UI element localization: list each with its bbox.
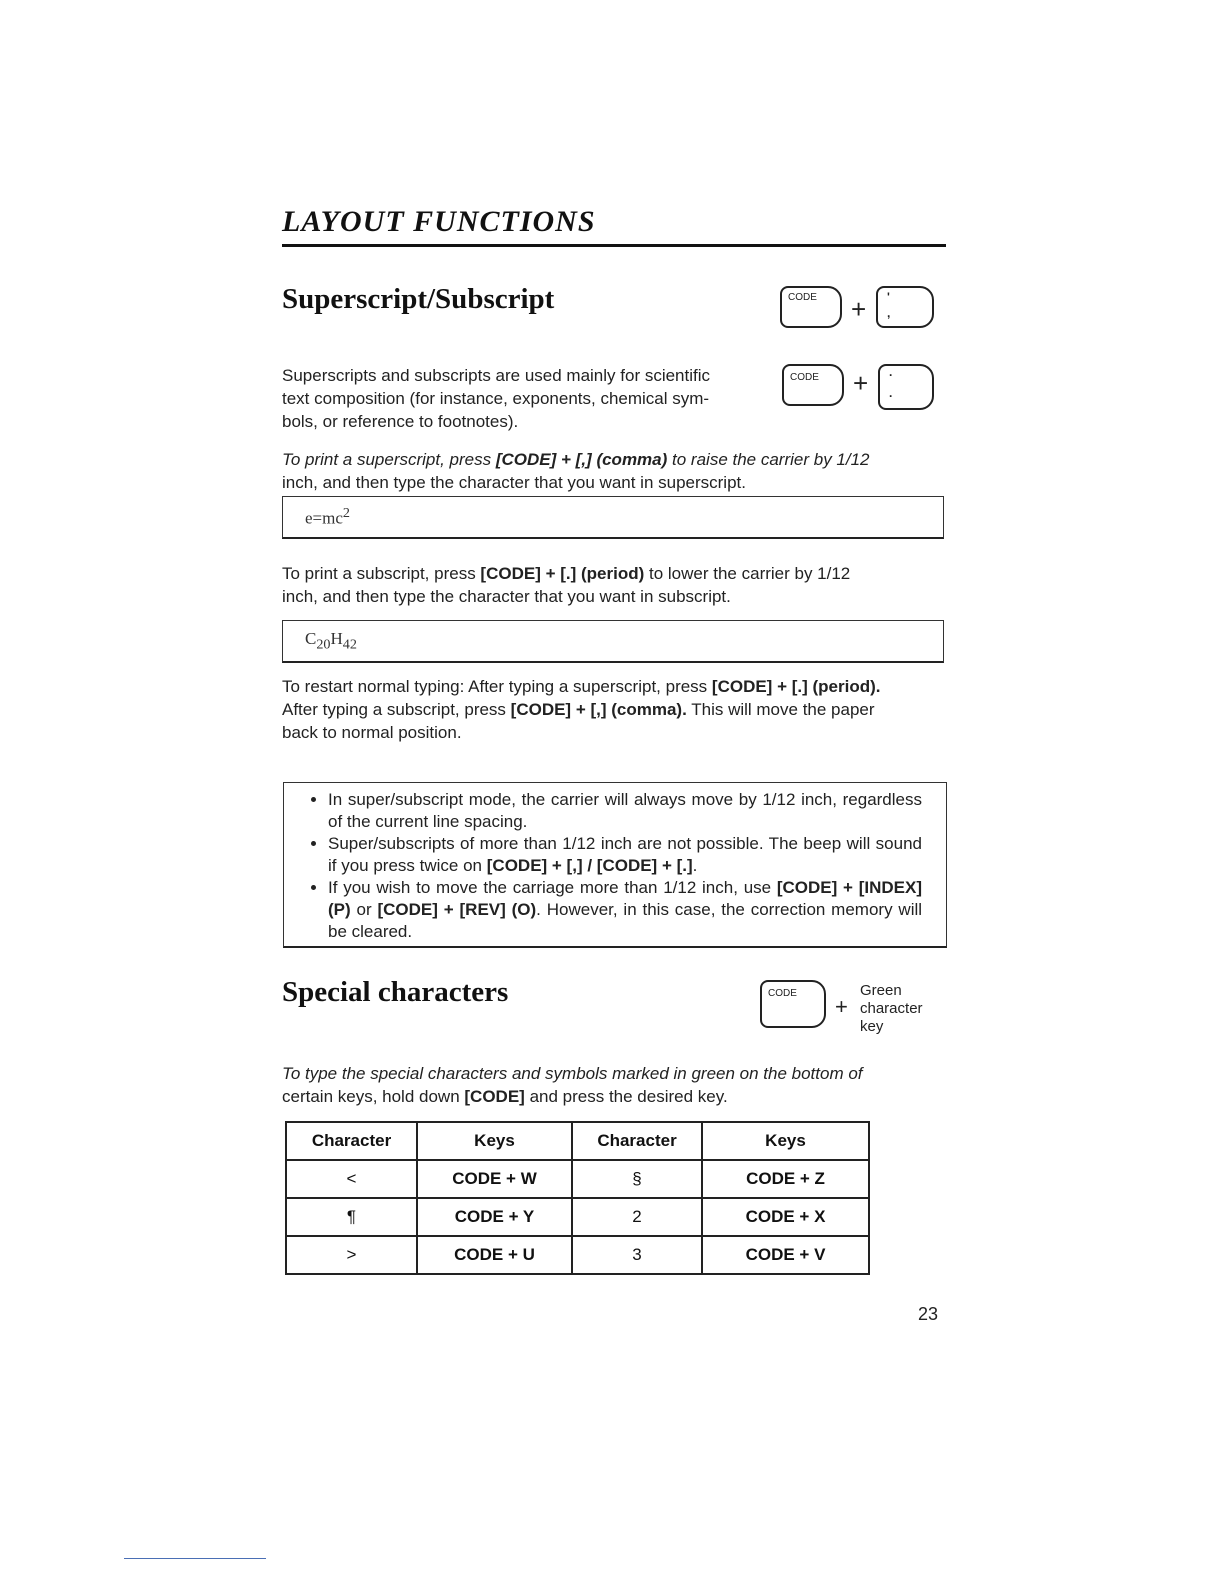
- table-cell-keys: CODE + Z: [702, 1160, 869, 1198]
- table-header-row: [286, 1122, 869, 1160]
- section-header-title: LAYOUT FUNCTIONS: [282, 205, 596, 238]
- bottom-divider: [124, 1558, 266, 1559]
- table-cell-character: 3: [572, 1236, 702, 1274]
- special-characters-heading: Special characters: [282, 976, 509, 1008]
- superscript-instruction: To print a superscript, press [CODE] + [,] (comma) to raise the carrier by 1/12 inch, and then type the character that you want in superscript.: [282, 450, 870, 492]
- note-item-2: • Super/subscripts of more than 1/12 inch are not possible. The beep will sound if you press twice on [CODE] + [,] / [CODE] + [.].: [328, 833, 922, 877]
- superscript-intro: [282, 364, 782, 433]
- note-item-1: • In super/subscript mode, the carrier will always move by 1/12 inch, regardless of the current line spacing.: [328, 789, 922, 833]
- table-cell-keys: CODE + X: [702, 1198, 869, 1236]
- table-cell-keys: CODE + V: [702, 1236, 869, 1274]
- comma-key-mark-top: ': [887, 290, 890, 304]
- intro-line-1: Superscripts and subscripts are used mainly for scientific: [282, 366, 711, 385]
- green-character-key-label: Green character key: [860, 982, 923, 1035]
- plus-sign-2: +: [853, 368, 869, 398]
- period-key-mark-top: ·: [889, 368, 893, 382]
- table-header: Character: [572, 1122, 702, 1160]
- table-cell-character: <: [286, 1160, 417, 1198]
- subscript-example: $C_{20}H_{42}$: [305, 629, 357, 653]
- period-key-mark-bottom: .: [889, 386, 893, 400]
- table-cell-keys: CODE + U: [417, 1236, 572, 1274]
- special-intro: To type the special characters and symbols marked in green on the bottom of certain keys, hold down [CODE] and press the desired key.: [282, 1064, 863, 1106]
- superscript-example-box: [282, 496, 944, 539]
- special-characters-table: [285, 1121, 870, 1275]
- table-row: [286, 1236, 869, 1274]
- code-key-label-2: CODE: [790, 372, 819, 383]
- plus-sign: +: [851, 294, 867, 324]
- table-cell-keys: CODE + Y: [417, 1198, 572, 1236]
- subscript-example-box: [282, 620, 944, 663]
- note-item-3: • If you wish to move the carriage more than 1/12 inch, use [CODE] + [INDEX] (P) or [CODE] + [REV] (O). However, in this case, the correction memory will be cleared.: [328, 877, 922, 943]
- table-header: Keys: [417, 1122, 572, 1160]
- code-key-icon-2: [782, 364, 844, 406]
- code-key-icon-3: [760, 980, 826, 1028]
- period-key-icon: [878, 364, 934, 410]
- comma-key-icon: [876, 286, 934, 328]
- notes-box: [283, 782, 947, 948]
- superscript-example: $e=mc^2$: [305, 505, 350, 528]
- table-cell-keys: CODE + W: [417, 1160, 572, 1198]
- superscript-heading: Superscript/Subscript: [282, 283, 555, 315]
- header-rule: [282, 244, 946, 247]
- subscript-instruction: To print a subscript, press [CODE] + [.] (period) to lower the carrier by 1/12 inch, and then type the character that you want in subscript.: [282, 564, 851, 606]
- comma-key-mark-bottom: ,: [887, 306, 891, 320]
- table-row: [286, 1160, 869, 1198]
- code-key-icon: [780, 286, 842, 328]
- table-cell-character: >: [286, 1236, 417, 1274]
- page-number: 23: [918, 1304, 939, 1324]
- restart-instruction: To restart normal typing: After typing a superscript, press [CODE] + [.] (period). After typing a subscript, press [CODE] + [,] (comma). This will move the paper back to normal position.: [282, 677, 881, 742]
- code-key-label: CODE: [788, 292, 817, 303]
- table-row: [286, 1198, 869, 1236]
- plus-sign-3: +: [835, 994, 848, 1019]
- table-cell-character: §: [572, 1160, 702, 1198]
- table-header: Keys: [702, 1122, 869, 1160]
- code-key-label-3: CODE: [768, 988, 797, 999]
- intro-line-2: text composition (for instance, exponents, chemical sym-: [282, 389, 710, 408]
- table-cell-character: 2: [572, 1198, 702, 1236]
- table-header: Character: [286, 1122, 417, 1160]
- intro-line-3: bols, or reference to footnotes).: [282, 412, 519, 431]
- table-cell-character: ¶: [286, 1198, 417, 1236]
